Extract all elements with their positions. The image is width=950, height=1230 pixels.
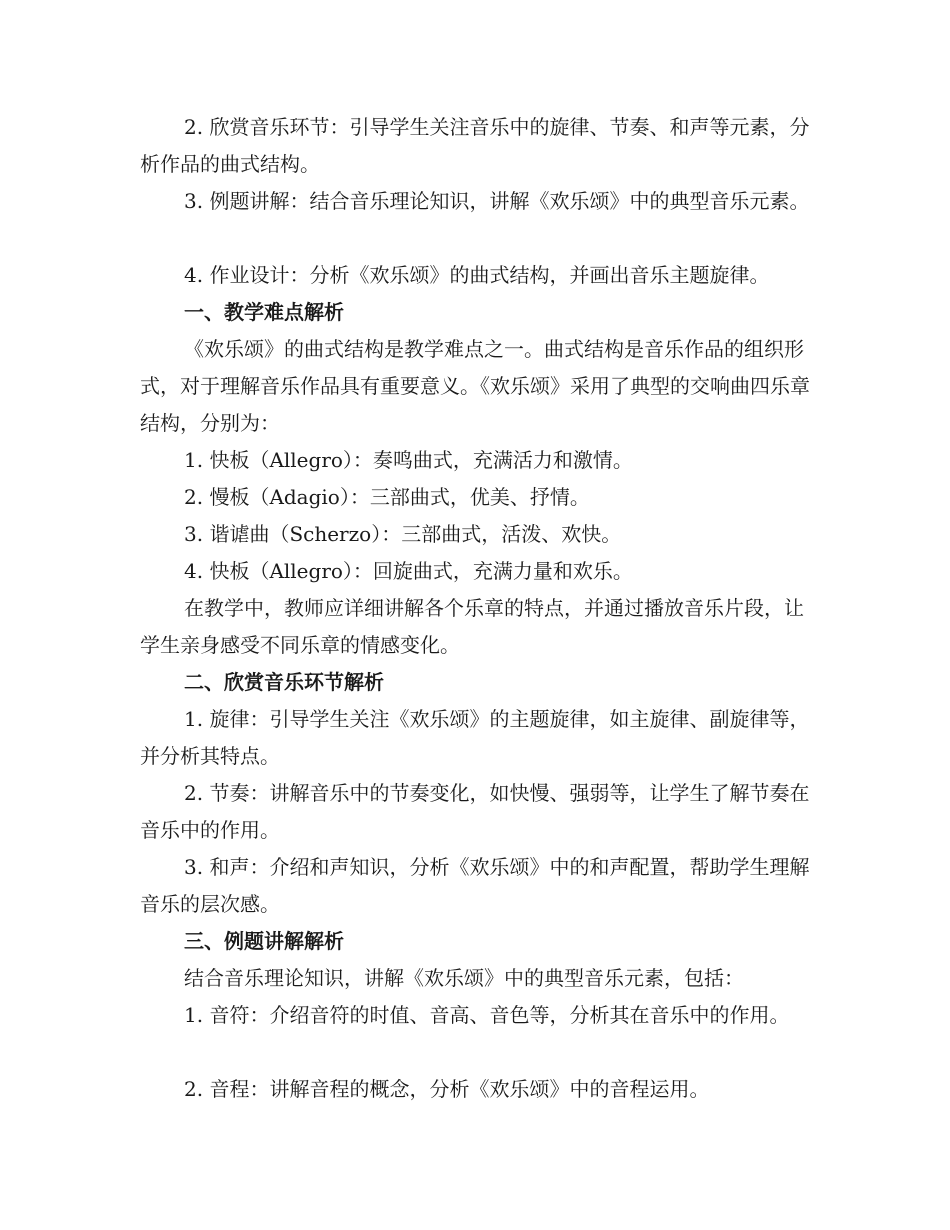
- list-item-melody: 1. 旋律：引导学生关注《欢乐颂》的主题旋律，如主旋律、副旋律等，并分析其特点。: [140, 707, 810, 768]
- body-paragraph-teaching: 在教学中，教师应详细讲解各个乐章的特点，并通过播放音乐片段，让学生亲身感受不同乐章的情感变化。: [140, 596, 804, 657]
- section-heading-difficulty: 一、教学难点解析: [184, 300, 344, 324]
- list-item-example: 3. 例题讲解：结合音乐理论知识，讲解《欢乐颂》中的典型音乐元素。: [184, 189, 810, 213]
- list-item-rhythm: 2. 节奏：讲解音乐中的节奏变化，如快慢、强弱等，让学生了解节奏在音乐中的作用。: [140, 781, 810, 842]
- list-item-appreciation: 2. 欣赏音乐环节：引导学生关注音乐中的旋律、节奏、和声等元素，分析作品的曲式结构。: [140, 115, 810, 176]
- list-item-note: 1. 音符：介绍音符的时值、音高、音色等，分析其在音乐中的作用。: [184, 1003, 790, 1027]
- list-item-movement-1: 1. 快板（Allegro）：奏鸣曲式，充满活力和激情。: [184, 448, 633, 472]
- section-heading-appreciation: 二、欣赏音乐环节解析: [184, 670, 384, 694]
- body-paragraph-elements: 结合音乐理论知识，讲解《欢乐颂》中的典型音乐元素，包括：: [184, 966, 744, 990]
- list-item-homework: 4. 作业设计：分析《欢乐颂》的曲式结构，并画出音乐主题旋律。: [184, 263, 770, 287]
- list-item-harmony: 3. 和声：介绍和声知识，分析《欢乐颂》中的和声配置，帮助学生理解音乐的层次感。: [140, 855, 810, 916]
- body-paragraph-structure: 《欢乐颂》的曲式结构是教学难点之一。曲式结构是音乐作品的组织形式，对于理解音乐作品具有重要意义。《欢乐颂》采用了典型的交响曲四乐章结构，分别为：: [140, 337, 810, 435]
- list-item-movement-3: 3. 谐谑曲（Scherzo）：三部曲式，活泼、欢快。: [184, 522, 622, 546]
- list-item-movement-2: 2. 慢板（Adagio）：三部曲式，优美、抒情。: [184, 485, 590, 509]
- list-item-movement-4: 4. 快板（Allegro）：回旋曲式，充满力量和欢乐。: [184, 559, 633, 583]
- list-item-interval: 2. 音程：讲解音程的概念，分析《欢乐颂》中的音程运用。: [184, 1077, 710, 1101]
- section-heading-example: 三、例题讲解解析: [184, 929, 344, 953]
